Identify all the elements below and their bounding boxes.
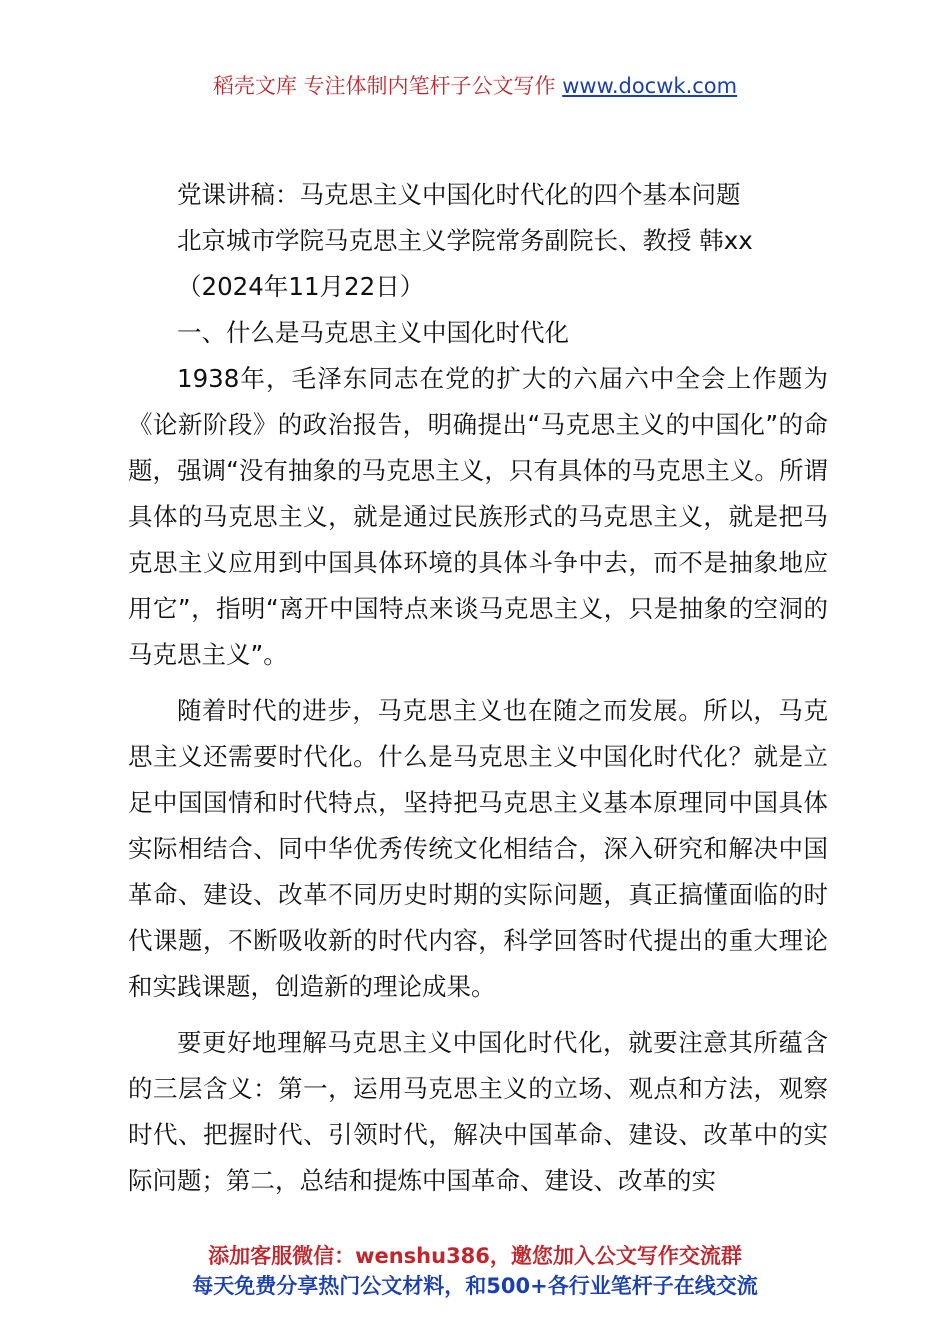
- footer-share-line: 每天免费分享热门公文材料，和500+各行业笔杆子在线交流: [192, 1274, 758, 1298]
- section-heading: 一、什么是马克思主义中国化时代化: [177, 318, 569, 347]
- header-brand-text: 稻壳文库 专注体制内笔杆子公文写作: [212, 74, 563, 98]
- paragraph: 随着时代的进步，马克思主义也在随之而发展。所以，马克思主义还需要时代化。什么是马克思主义中国化时代化？就是立足中国国情和时代特点，坚持把马克思主义基本原理同中国具体实际相结合、同中华优秀传统文化相结合，深入研究和解决中国革命、建设、改革不同历史时期的实际问题，真正搞懂面临的时代课题，不断吸收新的时代内容，科学回答时代提出的重大理论和实践课题，创造新的理论成果。: [128, 696, 828, 1001]
- document-body: [128, 172, 828, 1204]
- document-author: 北京城市学院马克思主义学院常务副院长、教授 韩xx: [177, 226, 753, 255]
- header-site-link[interactable]: www.docwk.com: [562, 74, 738, 98]
- site-header: [0, 70, 950, 100]
- document-title: 党课讲稿：马克思主义中国化时代化的四个基本问题: [177, 180, 741, 209]
- paragraph: 要更好地理解马克思主义中国化时代化，就要注意其所蕴含的三层含义：第一，运用马克思主义的立场、观点和方法，观察时代、把握时代、引领时代，解决中国革命、建设、改革中的实际问题；第二，总结和提炼中国革命、建设、改革的实: [128, 1028, 828, 1195]
- document-date: （2024年11月22日）: [177, 272, 425, 301]
- footer-wechat-line: 添加客服微信：wenshu386，邀您加入公文写作交流群: [208, 1244, 742, 1268]
- paragraph: 1938年，毛泽东同志在党的扩大的六届六中全会上作题为《论新阶段》的政治报告，明确提出“马克思主义的中国化”的命题，强调“没有抽象的马克思主义，只有具体的马克思主义。所谓具体的马克思主义，就是通过民族形式的马克思主义，就是把马克思主义应用到中国具体环境的具体斗争中去，而不是抽象地应用它”，指明“离开中国特点来谈马克思主义，只是抽象的空洞的马克思主义”。: [128, 364, 828, 669]
